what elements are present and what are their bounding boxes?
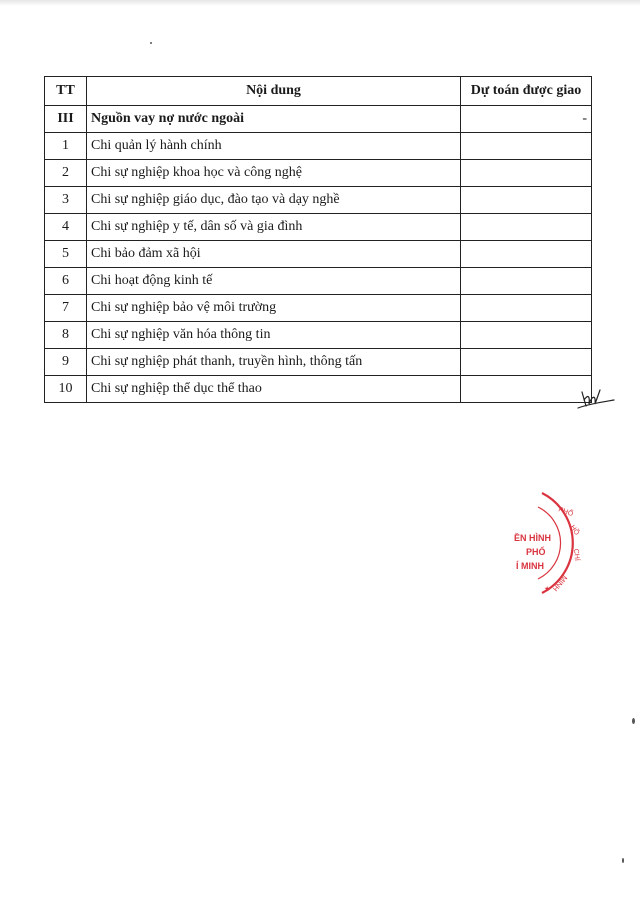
row-tt: 2 — [45, 160, 87, 187]
header-tt: TT — [45, 77, 87, 106]
table-header-row — [45, 77, 592, 106]
section-content: Nguồn vay nợ nước ngoài — [87, 106, 461, 133]
row-content: Chi hoạt động kinh tế — [87, 268, 461, 295]
row-content: Chi sự nghiệp giáo dục, đào tạo và dạy nghề — [87, 187, 461, 214]
row-tt: 10 — [45, 376, 87, 403]
stamp-ring-text-4: MINH — [550, 573, 568, 592]
row-content: Chi bảo đảm xã hội — [87, 241, 461, 268]
table-row — [45, 349, 592, 376]
table-row — [45, 376, 592, 403]
scan-speck — [632, 718, 635, 724]
row-tt: 1 — [45, 133, 87, 160]
row-value — [461, 160, 592, 187]
row-value — [461, 295, 592, 322]
table-row — [45, 160, 592, 187]
row-tt: 6 — [45, 268, 87, 295]
table-row — [45, 268, 592, 295]
stamp-ring-text-3: CHÍ — [572, 548, 581, 562]
row-value — [461, 349, 592, 376]
budget-table — [44, 76, 592, 403]
signature-initials — [576, 384, 616, 414]
stamp-ring-text-1: PHỐ — [557, 506, 574, 519]
table-row — [45, 214, 592, 241]
row-content: Chi quản lý hành chính — [87, 133, 461, 160]
table-row — [45, 187, 592, 214]
table-row — [45, 322, 592, 349]
stamp-star: ★ — [544, 586, 551, 593]
row-content: Chi sự nghiệp văn hóa thông tin — [87, 322, 461, 349]
row-content: Chi sự nghiệp khoa học và công nghệ — [87, 160, 461, 187]
table-row — [45, 241, 592, 268]
stamp-ring-text-2: HỒ — [568, 524, 581, 537]
row-value — [461, 214, 592, 241]
row-value — [461, 322, 592, 349]
table-row — [45, 133, 592, 160]
scan-speck — [150, 42, 152, 44]
header-budget: Dự toán được giao — [461, 77, 592, 106]
row-content: Chi sự nghiệp phát thanh, truyền hình, thông tấn — [87, 349, 461, 376]
row-tt: 4 — [45, 214, 87, 241]
section-row — [45, 106, 592, 133]
row-value — [461, 187, 592, 214]
stamp-line-2: PHỐ — [526, 547, 546, 557]
row-value — [461, 241, 592, 268]
official-stamp — [512, 485, 592, 600]
row-tt: 7 — [45, 295, 87, 322]
row-tt: 9 — [45, 349, 87, 376]
row-content: Chi sự nghiệp y tế, dân số và gia đình — [87, 214, 461, 241]
section-tt: III — [45, 106, 87, 133]
page-top-edge — [0, 0, 640, 6]
stamp-line-3: Í MINH — [516, 561, 544, 571]
row-value — [461, 268, 592, 295]
table-row — [45, 295, 592, 322]
row-content: Chi sự nghiệp bảo vệ môi trường — [87, 295, 461, 322]
section-value: - — [461, 106, 592, 133]
row-tt: 5 — [45, 241, 87, 268]
row-value — [461, 376, 592, 403]
row-value — [461, 133, 592, 160]
scan-speck — [622, 858, 624, 863]
stamp-line-1: ỀN HÌNH — [514, 533, 552, 543]
header-content: Nội dung — [87, 77, 461, 106]
row-tt: 3 — [45, 187, 87, 214]
row-tt: 8 — [45, 322, 87, 349]
row-content: Chi sự nghiệp thể dục thể thao — [87, 376, 461, 403]
